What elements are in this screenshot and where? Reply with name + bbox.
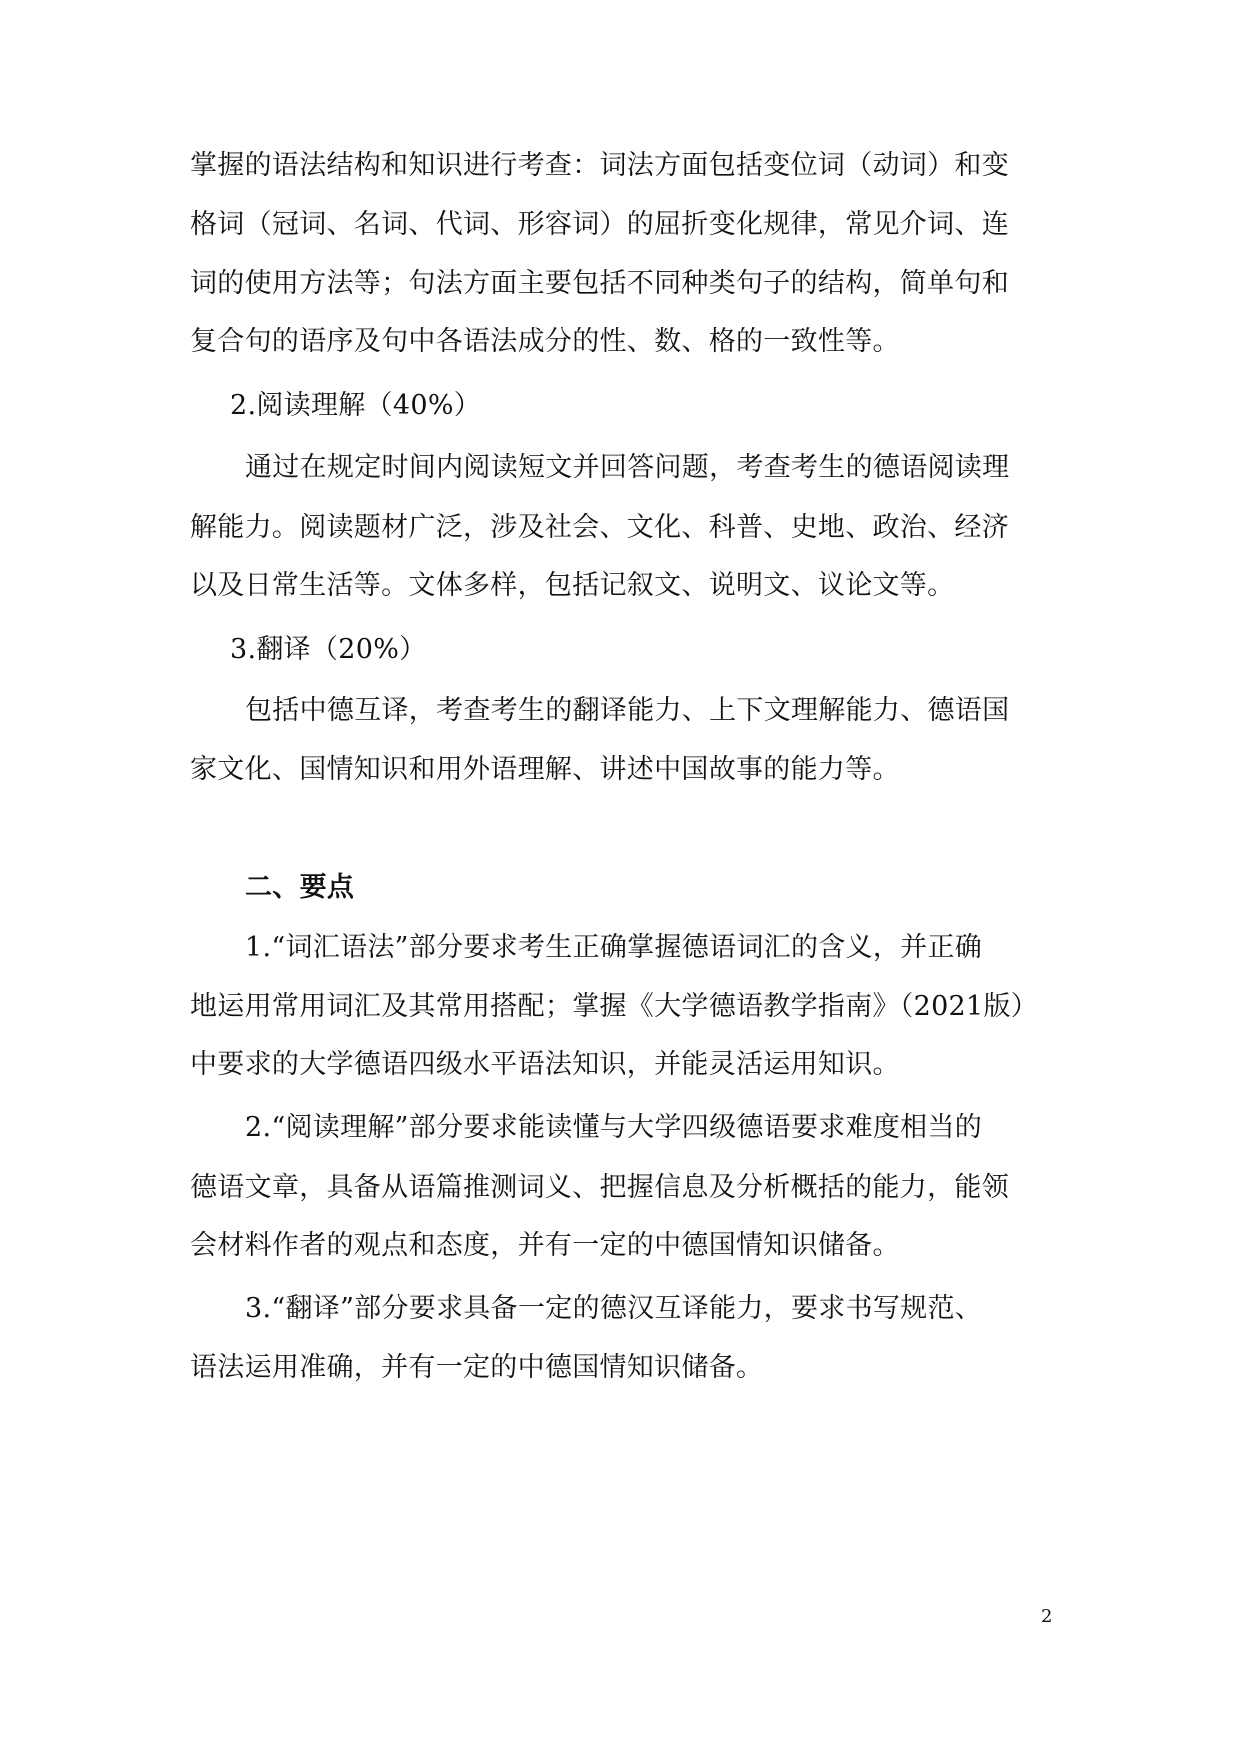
paragraph-line: 2.“阅读理解”部分要求能读懂与大学四级德语要求难度相当的 <box>245 1112 983 1143</box>
paragraph-line: 德语文章，具备从语篇推测词义、把握信息及分析概括的能力，能领 <box>190 1172 1009 1203</box>
paragraph-line: 中要求的大学德语四级水平语法知识，并能灵活运用知识。 <box>190 1049 900 1080</box>
paragraph-line: 词的使用方法等；句法方面主要包括不同种类句子的结构，简单句和 <box>190 268 1009 299</box>
paragraph-line: 解能力。阅读题材广泛，涉及社会、文化、科普、史地、政治、经济 <box>190 512 1009 543</box>
paragraph-line: 1.“词汇语法”部分要求考生正确掌握德语词汇的含义，并正确 <box>245 932 983 963</box>
paragraph-line: 地运用常用词汇及其常用搭配；掌握《大学德语教学指南》（2021版） <box>190 991 1039 1022</box>
section-heading-key-points: 二、要点 <box>245 872 355 903</box>
section-heading-reading: 2.阅读理解（40%） <box>230 390 482 421</box>
paragraph-line: 语法运用准确，并有一定的中德国情知识储备。 <box>190 1352 764 1383</box>
paragraph-line: 家文化、国情知识和用外语理解、讲述中国故事的能力等。 <box>190 754 900 785</box>
paragraph-line: 通过在规定时间内阅读短文并回答问题，考查考生的德语阅读理 <box>245 452 1010 483</box>
paragraph-line: 复合句的语序及句中各语法成分的性、数、格的一致性等。 <box>190 326 900 357</box>
paragraph-line: 掌握的语法结构和知识进行考查：词法方面包括变位词（动词）和变 <box>190 150 1009 181</box>
paragraph-line: 格词（冠词、名词、代词、形容词）的屈折变化规律，常见介词、连 <box>190 209 1009 240</box>
page-number: 2 <box>1041 1606 1053 1627</box>
section-heading-translation: 3.翻译（20%） <box>230 634 427 665</box>
paragraph-line: 会材料作者的观点和态度，并有一定的中德国情知识储备。 <box>190 1230 900 1261</box>
paragraph-line: 3.“翻译”部分要求具备一定的德汉互译能力，要求书写规范、 <box>245 1293 983 1324</box>
paragraph-line: 以及日常生活等。文体多样，包括记叙文、说明文、议论文等。 <box>190 570 955 601</box>
paragraph-line: 包括中德互译，考查考生的翻译能力、上下文理解能力、德语国 <box>245 695 1010 726</box>
